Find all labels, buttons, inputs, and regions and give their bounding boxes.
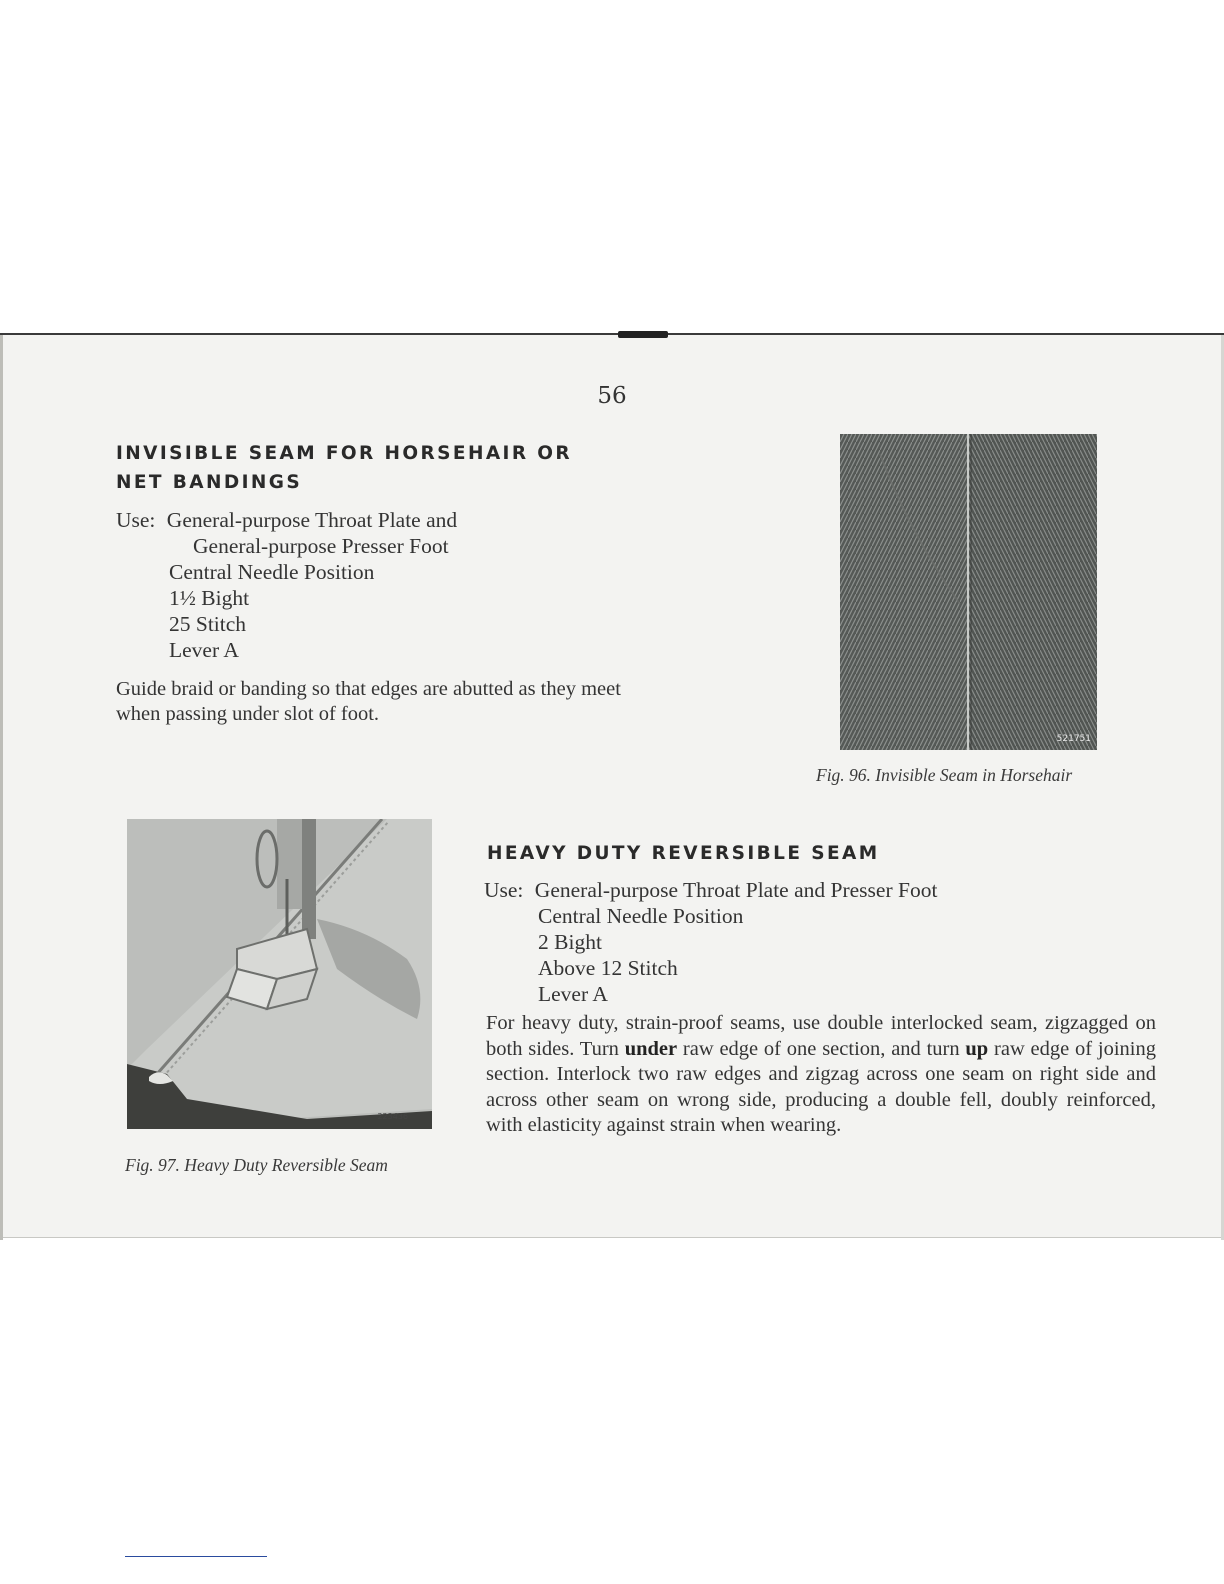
heading-line: INVISIBLE SEAM FOR HORSEHAIR OR	[116, 443, 573, 464]
paragraph-text: For heavy duty, strain-proof seams, use double interlocked seam, zigzagged on both sides. Turn	[486, 1012, 1156, 1060]
paragraph-line: Guide braid or banding so that edges are abutted as they meet	[116, 678, 621, 700]
emphasis-up: up	[965, 1037, 989, 1060]
sewing-machine-foot-illustration	[127, 819, 432, 1129]
use-label: Use:	[116, 508, 156, 532]
page-edge-left	[0, 335, 3, 1240]
binding-mark	[618, 331, 668, 338]
heading-line: NET BANDINGS	[116, 472, 303, 493]
manual-page	[0, 333, 1224, 1238]
emphasis-under: under	[624, 1037, 678, 1060]
section-heading-heavy-duty-seam: HEAVY DUTY REVERSIBLE SEAM	[487, 843, 880, 864]
setting-item: Lever A	[538, 982, 608, 1006]
use-settings-heavy-duty-seam	[484, 877, 937, 1007]
setting-item: Central Needle Position	[538, 904, 744, 928]
footnote-rule	[125, 1556, 267, 1557]
figure-code: 521751	[1056, 734, 1091, 744]
use-value: General-purpose Throat Plate and	[166, 508, 458, 532]
paragraph-text: raw edge of one section, and turn	[677, 1037, 966, 1060]
setting-item: 2 Bight	[538, 930, 602, 954]
figure-96-horsehair-photo	[840, 434, 1097, 750]
herringbone-fabric-illustration	[840, 434, 1097, 750]
setting-item: 1½ Bight	[169, 586, 250, 610]
setting-item: Above 12 Stitch	[538, 956, 678, 980]
figure-code: 223436	[377, 1112, 408, 1121]
use-row	[116, 507, 457, 533]
setting-item: Central Needle Position	[169, 560, 375, 584]
use-row	[484, 877, 937, 903]
page-number: 56	[597, 383, 627, 409]
use-label: Use:	[484, 878, 524, 902]
figure-97-presser-foot-photo	[127, 819, 432, 1129]
figure-96-caption: Fig. 96. Invisible Seam in Horsehair	[816, 765, 1073, 785]
setting-item: Lever A	[169, 638, 239, 662]
paragraph-text: raw edge of joining section. Interlock two raw edges and zigzag across one seam on right side and across other seam on wrong side, producing a double fell, doubly reinforced, with elasticity against strain when wearing.	[486, 1037, 1156, 1136]
use-value: General-purpose Throat Plate and Presser Foot	[534, 878, 938, 902]
paragraph-line: when passing under slot of foot.	[116, 703, 380, 725]
section-heading-invisible-seam	[116, 439, 636, 497]
instruction-paragraph-invisible-seam	[116, 677, 796, 727]
use-row: General-purpose Presser Foot	[193, 534, 449, 558]
setting-item: 25 Stitch	[169, 612, 247, 636]
instruction-paragraph-heavy-duty-seam	[486, 1011, 1156, 1139]
figure-97-caption: Fig. 97. Heavy Duty Reversible Seam	[125, 1155, 388, 1175]
use-settings-invisible-seam	[116, 507, 457, 663]
